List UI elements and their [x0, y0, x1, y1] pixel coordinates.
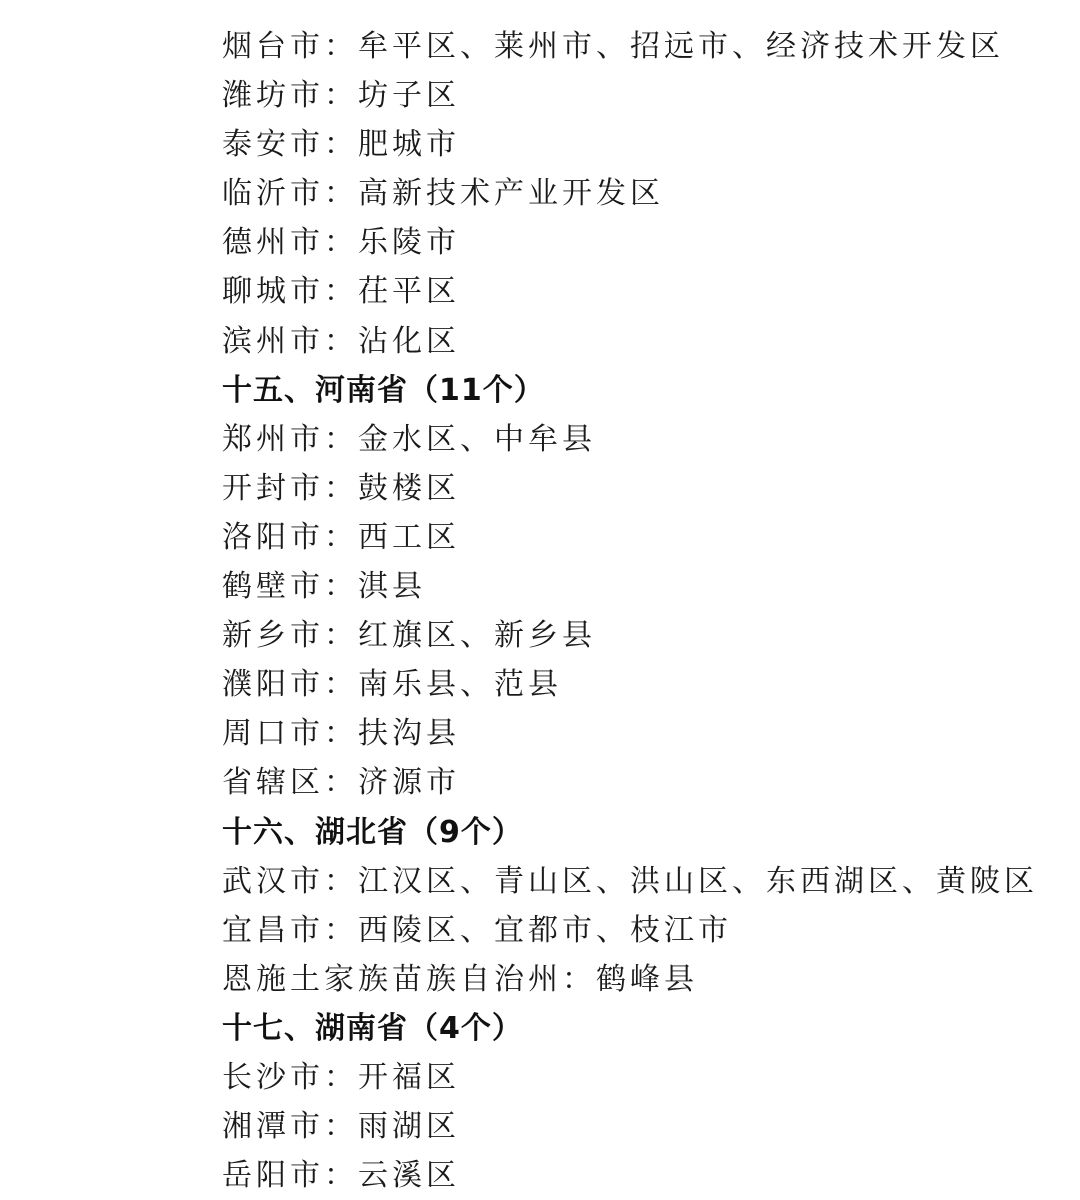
list-entry: 烟台市：牟平区、莱州市、招远市、经济技术开发区: [222, 29, 1004, 64]
list-entry: 鹤壁市：淇县: [222, 569, 426, 605]
section-heading: 十七、湖南省（4个）: [222, 1010, 523, 1046]
list-entry: 恩施土家族苗族自治州：鹤峰县: [222, 961, 698, 997]
list-entry: 聊城市：茌平区: [222, 274, 460, 310]
list-entry: 洛阳市：西工区: [222, 519, 460, 555]
section-heading: 十六、湖北省（9个）: [222, 814, 523, 850]
list-entry: 郑州市：金水区、中牟县: [222, 421, 596, 457]
list-entry: 省辖区：济源市: [222, 765, 460, 801]
list-entry: 宜昌市：西陵区、宜都市、枝江市: [222, 912, 732, 948]
list-entry: 潍坊市：坊子区: [222, 78, 460, 114]
list-entry: 滨州市：沾化区: [222, 323, 460, 359]
list-entry: 泰安市：肥城市: [222, 127, 460, 163]
list-entry: 开封市：鼓楼区: [222, 470, 460, 506]
list-entry: 德州市：乐陵市: [222, 225, 460, 261]
list-entry: 武汉市：江汉区、青山区、洪山区、东西湖区、黄陂区: [222, 863, 1038, 899]
list-entry: 岳阳市：云溪区: [222, 1158, 460, 1194]
list-entry: 周口市：扶沟县: [222, 716, 460, 752]
list-entry: 长沙市：开福区: [222, 1059, 460, 1095]
list-entry: 湘潭市：雨湖区: [222, 1109, 460, 1145]
section-heading: 十五、河南省（11个）: [222, 372, 545, 408]
list-entry: 新乡市：红旗区、新乡县: [222, 618, 596, 654]
document-page: [222, 22, 1042, 1200]
list-entry: 濮阳市：南乐县、范县: [222, 667, 562, 703]
list-entry: 临沂市：高新技术产业开发区: [222, 176, 664, 212]
